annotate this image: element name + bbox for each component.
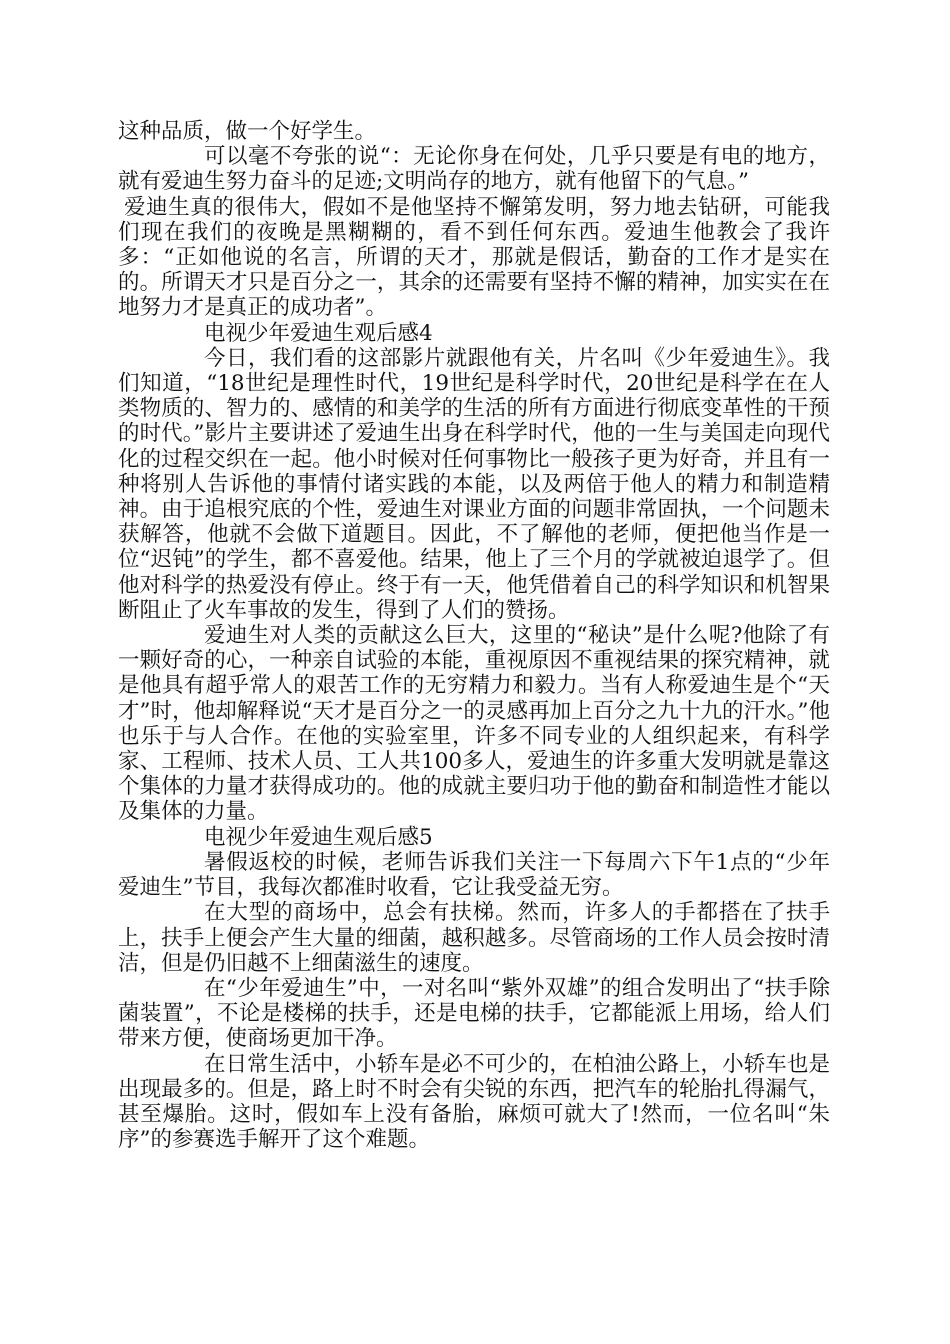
section-heading-5: 电视少年爱迪生观后感5 bbox=[204, 824, 433, 850]
paragraph-edison-great: 爱迪生真的很伟大，假如不是他坚持不懈第发明，努力地去钻研，可能我们现在我们的夜晚是黑糊糊的，看不到任何东西。爱迪生他教会了我许多：“正如他说的名言，所谓的天才，那就是假话，勤奋的工作才是实在的。所谓天才只是百分之一，其余的还需要有坚持不懈的精神，加实实在在地努力才是真正的成功者”。 bbox=[118, 194, 830, 321]
paragraph-car-tire: 在日常生活中，小轿车是必不可少的，在柏油公路上，小轿车也是出现最多的。但是，路上时不时会有尖锐的东西，把汽车的轮胎扎得漏气，甚至爆胎。这时，假如车上没有备胎，麻烦可就大了!然而，一位名叫“朱序”的参赛选手解开了这个难题。 bbox=[118, 1051, 830, 1153]
document-page bbox=[118, 119, 830, 1152]
section-heading-4: 电视少年爱迪生观后感4 bbox=[204, 320, 433, 346]
paragraph-continuation: 这种品质，做一个好学生。 bbox=[118, 119, 377, 144]
paragraph-summer: 暑假返校的时候，老师告诉我们关注一下每周六下午1点的“少年爱迪生”节目，我每次都准时收看，它让我受益无穷。 bbox=[118, 849, 830, 901]
paragraph-film-intro: 今日，我们看的这部影片就跟他有关，片名叫《少年爱迪生》。我们知道，“18世纪是理性时代，19世纪是科学时代，20世纪是科学在在人类物质的、智力的、感情的和美学的生活的所有方面进行彻底变革性的干预的时代。”影片主要讲述了爱迪生出身在科学时代，他的一生与美国走向现代化的过程交织在一起。他小时候对任何事物比一般孩子更为好奇，并且有一种将别人告诉他的事情付诸实践的本能，以及两倍于他人的精力和制造精神。由于追根究底的个性，爱迪生对课业方面的问题非常固执，一个问题未获解答，他就不会做下道题目。因此，不了解他的老师，便把他当作是一位“迟钝”的学生，都不喜爱他。结果，他上了三个月的学就被迫退学了。但他对科学的热爱没有停止。终于有一天，他凭借着自己的科学知识和机智果断阻止了火车事故的发生，得到了人们的赞扬。 bbox=[118, 345, 830, 623]
paragraph-quote: 可以毫不夸张的说“：无论你身在何处，几乎只要是有电的地方，就有爱迪生努力奋斗的足迹;文明尚存的地方，就有他留下的气息。” bbox=[118, 144, 830, 195]
paragraph-escalator: 在大型的商场中，总会有扶梯。然而，许多人的手都搭在了扶手上，扶手上便会产生大量的细菌，越积越多。尽管商场的工作人员会按时清洁，但是仍旧越不上细菌滋生的速度。 bbox=[118, 900, 830, 976]
paragraph-secret: 爱迪生对人类的贡献这么巨大，这里的“秘诀”是什么呢?他除了有一颗好奇的心，一种亲自试验的本能，重视原因不重视结果的探究精神，就是他具有超乎常人的艰苦工作的无穷精力和毅力。当有人称爱迪生是个“天才”时，他却解释说“天才是百分之一的灵感再加上百分之九十九的汗水。”他也乐于与人合作。在他的实验室里，许多不同专业的人组织起来，有科学家、工程师、技术人员、工人共100多人，爱迪生的许多重大发明就是靠这个集体的力量才获得成功的。他的成就主要归功于他的勤奋和制造性才能以及集体的力量。 bbox=[118, 623, 830, 825]
paragraph-uv-duo: 在“少年爱迪生”中，一对名叫“紫外双雄”的组合发明出了“扶手除菌装置”，不论是楼梯的扶手，还是电梯的扶手，它都能派上用场，给人们带来方便，使商场更加干净。 bbox=[118, 975, 830, 1052]
